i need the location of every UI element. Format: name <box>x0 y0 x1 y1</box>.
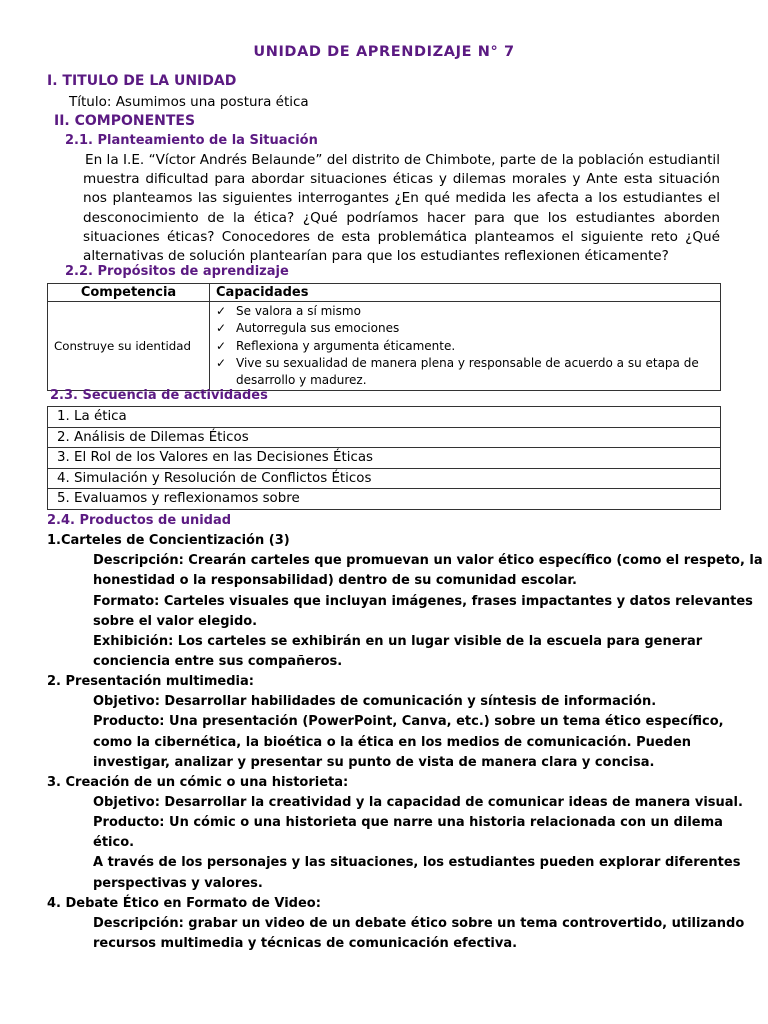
purposes-table <box>47 283 721 391</box>
page-title: UNIDAD DE APRENDIZAJE N° 7 <box>253 44 515 60</box>
section-2-heading: II. COMPONENTES <box>54 113 196 129</box>
product-4-description-line-2: recursos multimedia y técnicas de comunicación efectiva. <box>93 936 518 951</box>
product-1-exhibition-line-1: Exhibición: Los carteles se exhibirán en un lugar visible de la escuela para generar <box>93 634 703 649</box>
product-1-description-line-2: honestidad o la responsabilidad) dentro de su comunidad escolar. <box>93 573 577 588</box>
product-3-product-line-1: Producto: Un cómic o una historieta que narre una historia relacionada con un dilema <box>93 815 723 830</box>
table-row <box>48 468 721 489</box>
activity-3: 3. El Rol de los Valores en las Decisiones Éticas <box>48 448 721 469</box>
checkmark-icon: ✓ <box>216 338 227 353</box>
table-row <box>48 489 721 510</box>
activity-1: 1. La ética <box>48 407 721 428</box>
product-3-objective: Objetivo: Desarrollar la creatividad y la capacidad de comunicar ideas de manera visual. <box>93 795 743 810</box>
checkmark-icon: ✓ <box>216 355 227 370</box>
purposes-table-header <box>48 284 721 302</box>
table-row <box>48 427 721 448</box>
list-item: ✓ Autorregula sus emociones <box>216 320 720 337</box>
product-1-description-line-1: Descripción: Crearán carteles que promuevan un valor ético específico (como el respeto, la <box>93 553 763 568</box>
product-3-extra-line-2: perspectivas y valores. <box>93 876 263 891</box>
capacidades-cell <box>210 302 721 391</box>
list-item: ✓ Reflexiona y argumenta éticamente. <box>216 338 720 355</box>
col-competencia: Competencia <box>48 284 210 302</box>
product-4-description-line-1: Descripción: grabar un video de un debate ético sobre un tema controvertido, utilizando <box>93 916 745 931</box>
section-2-3-heading: 2.3. Secuencia de actividades <box>50 388 268 403</box>
activity-5: 5. Evaluamos y reflexionamos sobre <box>48 489 721 510</box>
product-1-format-line-2: sobre el valor elegido. <box>93 614 258 629</box>
product-3-title: 3. Creación de un cómic o una historieta: <box>47 775 349 790</box>
checkmark-icon: ✓ <box>216 321 227 336</box>
product-1-format-line-1: Formato: Carteles visuales que incluyan imágenes, frases impactantes y datos relevantes <box>93 594 753 609</box>
product-2-product-line-2: como la cibernética, la bioética o la ética en los medios de comunicación. Pueden <box>93 735 692 750</box>
col-capacidades: Capacidades <box>210 284 721 302</box>
section-2-2-heading: 2.2. Propósitos de aprendizaje <box>65 264 289 279</box>
product-2-product-line-3: investigar, analizar y presentar su punto de vista de manera clara y concisa. <box>93 755 655 770</box>
product-3-product-line-2: ético. <box>93 835 135 850</box>
activity-2: 2. Análisis de Dilemas Éticos <box>48 427 721 448</box>
situation-paragraph: En la I.E. “Víctor Andrés Belaunde” del distrito de Chimbote, parte de la población estudiantil muestra dificultad para abordar situaciones éticas y dilemas morales y Ante esta situación nos planteamos las siguientes interrogantes ¿En qué medida les afecta a los estudiantes el desconocimiento de la ética? ¿Qué podríamos hacer para que los estudiantes aborden situaciones éticas? Conocedores de esta problemática planteamos el siguiente reto ¿Qué alternativas de solución plantearían para que los estudiantes reflexionen éticamente? <box>83 152 720 265</box>
competencia-cell: Construye su identidad <box>48 302 210 391</box>
checkmark-icon: ✓ <box>216 304 227 318</box>
list-item: ✓ Se valora a sí mismo <box>216 303 720 320</box>
purposes-table-row <box>48 302 721 391</box>
table-row <box>48 448 721 469</box>
product-1-exhibition-line-2: conciencia entre sus compañeros. <box>93 654 343 669</box>
product-3-extra-line-1: A través de los personajes y las situaciones, los estudiantes pueden explorar diferentes <box>93 855 741 870</box>
unit-title: Título: Asumimos una postura ética <box>69 94 309 110</box>
table-row <box>48 407 721 428</box>
product-4-title: 4. Debate Ético en Formato de Video: <box>47 896 321 911</box>
product-2-product-line-1: Producto: Una presentación (PowerPoint, Canva, etc.) sobre un tema ético específico, <box>93 714 724 729</box>
product-2-title: 2. Presentación multimedia: <box>47 674 254 689</box>
activities-table <box>47 406 721 510</box>
product-1-title: 1.Carteles de Concientización (3) <box>47 533 290 548</box>
section-2-1-heading: 2.1. Planteamiento de la Situación <box>65 133 318 148</box>
product-2-objective: Objetivo: Desarrollar habilidades de comunicación y síntesis de información. <box>93 694 657 709</box>
section-2-4-heading: 2.4. Productos de unidad <box>47 513 232 528</box>
capacidades-list <box>210 302 720 390</box>
activity-4: 4. Simulación y Resolución de Conflictos Éticos <box>48 468 721 489</box>
section-1-heading: I. TITULO DE LA UNIDAD <box>47 73 237 89</box>
list-item: ✓ Vive su sexualidad de manera plena y responsable de acuerdo a su etapa de desarrollo y madurez. <box>216 355 699 388</box>
